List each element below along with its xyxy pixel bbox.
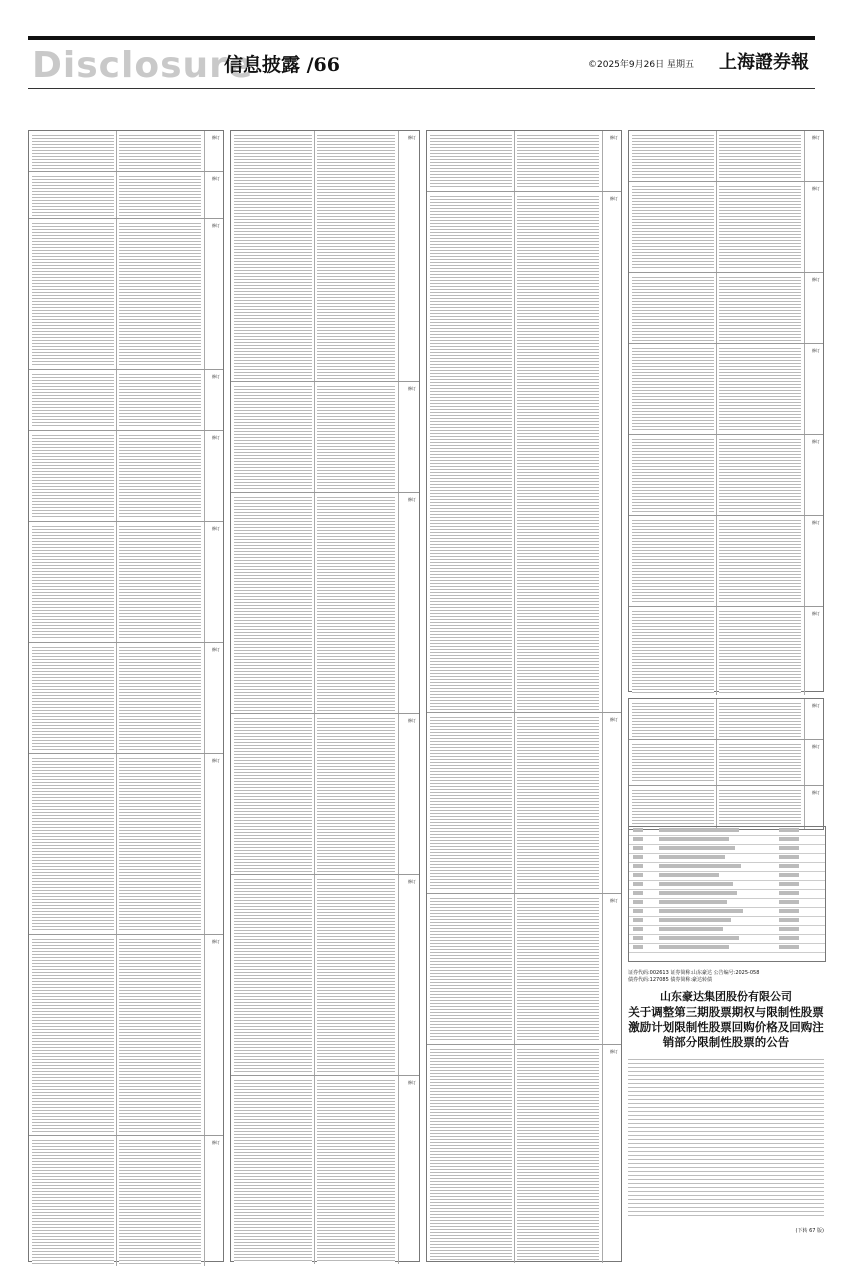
continued-note: (下转 67 版) bbox=[795, 1228, 824, 1234]
table-row bbox=[629, 699, 823, 740]
column-4 bbox=[628, 130, 824, 830]
comparison-table bbox=[28, 130, 224, 1262]
announcement bbox=[628, 970, 824, 1234]
revision-tag: 修订 bbox=[610, 1049, 618, 1054]
newspaper-logo: 上海證券報 bbox=[719, 52, 809, 73]
table-row bbox=[629, 740, 823, 786]
revision-tag: 修订 bbox=[812, 611, 820, 616]
table-row bbox=[29, 370, 223, 431]
revision-tag: 修订 bbox=[610, 196, 618, 201]
table-row bbox=[231, 714, 419, 875]
table-row bbox=[427, 1045, 621, 1263]
revision-tag: 修订 bbox=[212, 526, 220, 531]
issue-date: ©2025年9月26日 星期五 bbox=[588, 60, 694, 70]
revision-tag: 修订 bbox=[812, 186, 820, 191]
revision-tag: 修订 bbox=[812, 439, 820, 444]
header-rule bbox=[28, 88, 815, 89]
revision-tag: 修订 bbox=[408, 386, 416, 391]
section-title: 信息披露 /66 bbox=[224, 54, 340, 76]
revision-tag: 修订 bbox=[408, 1080, 416, 1085]
revision-tag: 修订 bbox=[212, 647, 220, 652]
table-row bbox=[629, 182, 823, 273]
revision-tag: 修订 bbox=[212, 939, 220, 944]
company-name: 山东豪达集团股份有限公司 bbox=[660, 990, 792, 1003]
table-row bbox=[231, 1076, 419, 1264]
stock-code-line: 证券代码:002613 证券简称:山东豪达 公告编号:2025-058 bbox=[628, 970, 760, 976]
masthead-word: Disclosure bbox=[32, 45, 254, 86]
comparison-table bbox=[230, 130, 420, 1262]
revision-tag: 修订 bbox=[212, 176, 220, 181]
revision-tag: 修订 bbox=[812, 790, 820, 795]
revision-tag: 修订 bbox=[408, 879, 416, 884]
announcement-title: 关于调整第三期股票期权与限制性股票激励计划限制性股票回购价格及回购注销部分限制性股票的公告 bbox=[628, 1005, 824, 1049]
revision-tag: 修订 bbox=[212, 758, 220, 763]
table-row bbox=[629, 786, 823, 829]
table-row bbox=[29, 431, 223, 522]
table-row bbox=[629, 344, 823, 435]
revision-tag: 修订 bbox=[408, 497, 416, 502]
table-row bbox=[231, 493, 419, 714]
revision-tag: 修订 bbox=[812, 277, 820, 282]
comparison-table bbox=[628, 130, 824, 692]
table-row bbox=[29, 219, 223, 370]
column-2 bbox=[230, 130, 420, 1262]
revision-tag: 修订 bbox=[212, 374, 220, 379]
column-3 bbox=[426, 130, 622, 1262]
table-row bbox=[629, 273, 823, 344]
table-row bbox=[29, 131, 223, 172]
announcement-body bbox=[628, 1056, 824, 1216]
table-row bbox=[29, 643, 223, 754]
table-row bbox=[427, 131, 621, 192]
revision-tag: 修订 bbox=[812, 703, 820, 708]
comparison-table bbox=[628, 698, 824, 830]
revision-tag: 修订 bbox=[610, 135, 618, 140]
table-row bbox=[29, 522, 223, 643]
table-row bbox=[629, 435, 823, 516]
revision-tag: 修订 bbox=[212, 223, 220, 228]
comparison-table bbox=[426, 130, 622, 1262]
table-row bbox=[29, 1136, 223, 1266]
column-1 bbox=[28, 130, 224, 1262]
revision-tag: 修订 bbox=[812, 135, 820, 140]
revision-tag: 修订 bbox=[610, 717, 618, 722]
top-rule bbox=[28, 36, 815, 40]
table-row bbox=[231, 382, 419, 493]
table-row bbox=[427, 192, 621, 713]
revision-tag: 修订 bbox=[212, 435, 220, 440]
revision-tag: 修订 bbox=[812, 520, 820, 525]
masthead bbox=[28, 46, 815, 86]
revision-tag: 修订 bbox=[212, 1140, 220, 1145]
table-row bbox=[629, 607, 823, 695]
table-row bbox=[29, 172, 223, 219]
revision-tag: 修订 bbox=[812, 744, 820, 749]
revision-tag: 修订 bbox=[812, 348, 820, 353]
table-row bbox=[629, 516, 823, 607]
revision-tag: 修订 bbox=[408, 718, 416, 723]
revision-tag: 修订 bbox=[212, 135, 220, 140]
table-row bbox=[29, 754, 223, 935]
table-row bbox=[29, 935, 223, 1136]
table-row bbox=[427, 713, 621, 894]
table-row bbox=[231, 131, 419, 382]
table-row bbox=[231, 875, 419, 1076]
incentive-object-table bbox=[628, 826, 826, 962]
bond-code-line: 债券代码:127085 债券简称:豪达转债 bbox=[628, 977, 713, 983]
revision-tag: 修订 bbox=[610, 898, 618, 903]
revision-tag: 修订 bbox=[408, 135, 416, 140]
table-row bbox=[427, 894, 621, 1045]
table-row bbox=[629, 131, 823, 182]
